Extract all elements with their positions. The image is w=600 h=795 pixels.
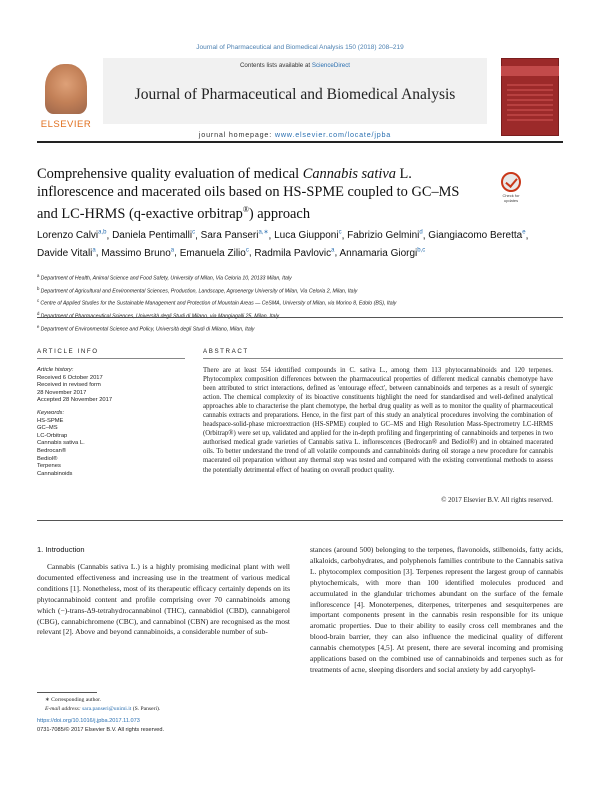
author-list: Lorenzo Calvi$^{a,b}$, Daniela Pentimalli$^c$, Sara Panseri$^{a,∗}$, Luca Giupponi$^c$, Fabrizio Gelmini$^d$, Giangiacomo Beretta$^e$, Davide Vitali$^a$, Massimo Bruno$^a$, Emanuela Zilio$^c$, Radmila Pavlovic$^a$, Annamaria Giorgi$^{b,c}$ bbox=[37, 230, 529, 259]
journal-name: Journal of Pharmaceutical and Biomedical Analysis bbox=[134, 86, 456, 103]
author-affiliation-mark[interactable]: a,∗ bbox=[258, 230, 269, 236]
author-affiliation-mark[interactable]: b,c bbox=[417, 247, 426, 254]
keyword-item: LC-Orbitrap bbox=[37, 432, 68, 439]
doi-line bbox=[37, 717, 290, 726]
header-rule bbox=[37, 141, 563, 143]
keywords-label: Keywords: bbox=[37, 409, 65, 416]
abstract-rule bbox=[203, 358, 563, 359]
keyword-list bbox=[37, 418, 185, 479]
email-note: E-mail address: sara.panseri@unimi.it (S. Panseri). bbox=[45, 705, 161, 712]
author-name[interactable]: Lorenzo Calvi$^{a,b}$ bbox=[37, 230, 107, 242]
author-affiliation-mark[interactable]: a bbox=[92, 247, 96, 254]
publisher-logo[interactable] bbox=[37, 60, 95, 134]
keyword-item: Terpenes bbox=[37, 463, 61, 470]
accepted-date: Accepted 28 November 2017 bbox=[37, 397, 113, 404]
history-label: Article history: bbox=[37, 367, 74, 373]
author-affiliation-mark[interactable]: c bbox=[245, 247, 249, 254]
email-link[interactable]: sara.panseri@unimi.it bbox=[82, 705, 132, 712]
affiliation-item bbox=[37, 296, 557, 309]
cover-band bbox=[501, 66, 559, 76]
article-info-heading: ARTICLE INFO bbox=[37, 348, 99, 355]
affiliation-label: a bbox=[37, 273, 41, 278]
affiliation-text: Centre of Applied Studies for the Sustainable Management and Protection of Mountain Areas — CeSMA, University of Milan, via Morino 8, Edolo (BS), Italy bbox=[40, 301, 397, 308]
abstract-text: There are at least 554 identified compounds in C. sativa L., among them 113 phytocannabinoids and 120 terpenes. Phytocomplex composition differences between the pharmaceutical properties of different medical cannabis chemotype have been attributed to strict interactions, defined as 'entourage effect', between cannabinoids and terpenes as a result of synergic action. The chemical complexity of its bioactive constituents highlight the need for standardised and well-defined analytical approaches able to characterise the plant chemotype, the herbal drug quality as well as to monitor the quality of pharmaceutical cannabis extracts and preparations. Hence, in the first part of this study an analytical procedures involving the combination of headspace-solid-phase microextraction (HS-SPME) coupled to GC–MS and High Resolution Mass-Spectrometry LC-HRMS (Orbitrap®) were set up, validated and applied for the in-depth profiling and fingerprinting of cannabinoids and terpenes in two authorised medical grade varieties of Cannabis sativa L. inflorescences (Bedrocan® and Bediol®) and in obtained macerated oils. To better understand the trend of all volatile compounds and cannabinoids during oil storage a new procedure for cannabis macerated oil preparation without any thermal step was tested and compared with the existing conventional methods to assess the potentially detrimental effect of heating on overall product quality. bbox=[203, 367, 553, 474]
journal-citation[interactable]: Journal of Pharmaceutical and Biomedical Analysis 150 (2018) 208–219 bbox=[196, 44, 404, 51]
footnote-rule bbox=[37, 692, 97, 693]
homepage-link[interactable]: www.elsevier.com/locate/jpba bbox=[274, 130, 392, 139]
keyword-item: Cannabinoids bbox=[37, 470, 73, 477]
elsevier-tree-icon bbox=[45, 64, 87, 114]
affiliation-label: c bbox=[37, 298, 41, 304]
check-updates-label: Check for updates bbox=[502, 193, 520, 203]
author-name[interactable]: Massimo Bruno$^a$ bbox=[101, 247, 175, 259]
abstract-heading: ABSTRACT bbox=[203, 348, 249, 355]
affiliation-label: b bbox=[37, 285, 41, 291]
author-name[interactable]: Annamaria Giorgi$^{b,c}$ bbox=[339, 247, 426, 259]
author-name[interactable]: Sara Panseri$^{a,∗}$ bbox=[200, 230, 269, 242]
journal-header bbox=[37, 58, 563, 138]
affiliation-list bbox=[37, 271, 557, 335]
article-info-rule bbox=[37, 358, 185, 359]
author-affiliation-mark[interactable]: d bbox=[419, 230, 423, 236]
affiliation-item bbox=[37, 322, 557, 335]
header-band bbox=[103, 58, 487, 124]
affiliation-item bbox=[37, 309, 557, 322]
check-for-updates-button[interactable] bbox=[498, 172, 524, 202]
received-date: Received 6 October 2017 bbox=[37, 374, 103, 381]
author-name[interactable]: Giangiacomo Beretta$^e$ bbox=[428, 230, 526, 242]
article-info bbox=[37, 367, 185, 478]
article-title: Comprehensive quality evaluation of medical Cannabis sativa L. inflorescence and macerated oils based on HS-SPME coupled to GC–MS and LC-HRMS (q-exactive orbitrap®) approach bbox=[37, 166, 460, 222]
footnotes bbox=[37, 696, 290, 734]
author-affiliation-mark[interactable]: e bbox=[522, 230, 526, 236]
affiliation-label: d bbox=[37, 311, 41, 317]
cover-lines bbox=[507, 84, 553, 124]
author-name[interactable]: Luca Giupponi$^c$ bbox=[274, 230, 342, 242]
introduction-column-2: stances (around 500) belonging to the terpenes, flavonoids, stilbenoids, fatty acids, alkaloids, carbohydrates, and polyphenols families contribute to the Cannabis sativa L. phytocomplex composition [3]. Terpenes represent the largest group of cannabis phytochemicals, with more than 100 identified molecules produced and accumulated in the glandular trichomes abundant on the surface of the female inflorescence [4]. Monoterpenes, diterpenes, triterpenes and sesquiterpenes are important components present in the cannabis resin responsible for its unique aromatic properties. Due to their ability to easily cross cell membranes and the blood-brain barrier, they can also influence the medicinal quality of different cannabis chemotypes [4,5]. At present, there are several incoming and promising applications based on the combined use of cannabinoids and terpenes such as for treatments of acne, sleeping disorders and social anxiety by add caryophyl- bbox=[310, 545, 563, 674]
author-name[interactable]: Fabrizio Gelmini$^d$ bbox=[347, 230, 423, 242]
keyword-item: HS-SPME bbox=[37, 417, 64, 424]
affiliation-text: Department of Agricultural and Environmental Sciences, Production, Landscape, Agroenergy University of Milan, Via Celoria 2, Milan, Italy bbox=[40, 288, 358, 295]
author-name[interactable]: Emanuela Zilio$^c$ bbox=[179, 247, 249, 259]
author-affiliation-mark[interactable]: a bbox=[170, 247, 175, 254]
revised-date: 28 November 2017 bbox=[37, 389, 87, 396]
keyword-item: Bedrocan® bbox=[37, 447, 67, 454]
corresponding-author-note: ∗ Corresponding author. bbox=[45, 697, 102, 703]
introduction-heading: 1. Introduction bbox=[37, 545, 85, 554]
affiliation-item bbox=[37, 284, 557, 297]
affiliation-item bbox=[37, 271, 557, 284]
author-affiliation-mark[interactable]: a,b bbox=[98, 230, 107, 236]
contents-line: Contents lists available at ScienceDirect bbox=[239, 62, 351, 69]
author-affiliation-mark[interactable]: a bbox=[331, 247, 335, 254]
affiliation-rule bbox=[37, 317, 563, 318]
journal-homepage: journal homepage: www.elsevier.com/locate/jpba bbox=[198, 130, 392, 139]
journal-cover[interactable] bbox=[497, 58, 563, 138]
body-rule bbox=[37, 520, 563, 521]
keyword-item: GC–MS bbox=[37, 425, 58, 432]
keyword-item: Cannabis sativa L. bbox=[37, 440, 85, 447]
affiliation-label: e bbox=[37, 323, 41, 329]
author-affiliation-mark[interactable]: c bbox=[338, 230, 342, 236]
publisher-logo-text: ELSEVIER bbox=[40, 119, 92, 130]
affiliation-text: Department of Health, Animal Science and Food Safety, University of Milan, Via Celoria 10, 20133 Milan, Italy bbox=[40, 275, 292, 282]
issn-line: 0731-7085/© 2017 Elsevier B.V. All rights reserved. bbox=[37, 726, 165, 733]
revised-label: Received in revised form bbox=[37, 382, 101, 389]
abstract-copyright: © 2017 Elsevier B.V. All rights reserved. bbox=[441, 497, 553, 504]
author-name[interactable]: Daniela Pentimalli$^c$ bbox=[112, 230, 196, 242]
keyword-item: Bediol® bbox=[37, 455, 58, 462]
doi-link[interactable]: https://doi.org/10.1016/j.jpba.2017.11.073 bbox=[37, 718, 140, 724]
author-affiliation-mark[interactable]: c bbox=[192, 230, 196, 236]
affiliation-text: Department of Environmental Science and Policy, Università degli Studi di Milano, Milan, Italy bbox=[40, 326, 255, 333]
author-name[interactable]: Davide Vitali$^a$ bbox=[37, 247, 96, 259]
sciencedirect-link[interactable]: ScienceDirect bbox=[311, 62, 351, 69]
author-name[interactable]: Radmila Pavlovic$^a$ bbox=[254, 247, 335, 259]
introduction-column-1: Cannabis (Cannabis sativa L.) is a highly promising medicinal plant with well documented effectiveness and increasing use in the treatment of various medical conditions [1]. Nonetheless, most of its therapeutic efficacy certainly depends on its phytocannabinoid content and profile comprising over 70 cannabinoids among which (−)-trans-Δ9-tetrahydrocannabinol (THC), cannabidiol (CBD), cannabigerol (CBG), cannabichromene (CBC), and cannabinol (CBN) are recognised as the most relevant [2]. Above and beyond cannabinoids, a considerable number of sub- bbox=[37, 562, 290, 637]
check-updates-icon bbox=[501, 172, 521, 192]
